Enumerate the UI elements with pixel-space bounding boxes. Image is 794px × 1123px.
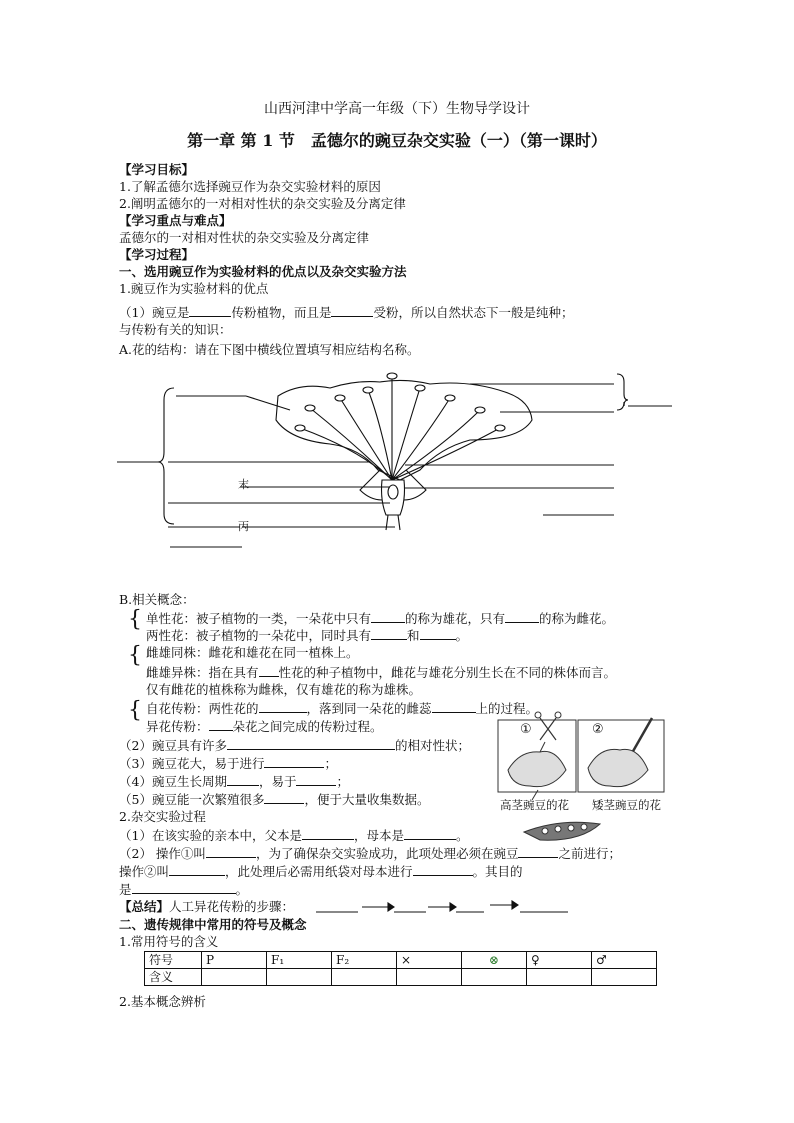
- meaning-cell[interactable]: [267, 969, 332, 986]
- q1-text-c: 受粉，所以自然状态下一般是纯种；: [373, 305, 574, 320]
- dioecious-line-2: 仅有雌花的植株称为雌株，仅有雄花的称为雄株。: [146, 682, 422, 697]
- symbol-cell: P: [202, 952, 267, 969]
- pollination-knowledge: 与传粉有关的知识：: [119, 322, 232, 337]
- symbol-cell: ♀: [527, 952, 592, 969]
- symbol-cell: ×: [397, 952, 462, 969]
- section2-heading: 二、遗传规律中常用的符号及概念: [119, 917, 307, 932]
- table-row: [145, 969, 657, 986]
- unisexual-line: 单性花：被子植物的一类，一朵花中只有 的称为雄花，只有 的称为雌花。: [146, 611, 615, 626]
- symbol-cell: ⊗: [462, 952, 527, 969]
- section1-heading: 一、选用豌豆作为实验材料的优点以及杂交实验方法: [119, 264, 407, 279]
- flower-structure-text: A.花的结构：请在下图中横线位置填写相应结构名称。: [119, 342, 420, 357]
- chapter-title: 第一章 第 1 节 孟德尔的豌豆杂交实验（一）（第一课时）: [187, 131, 607, 150]
- advantage-4: （4）豌豆生长周期 ，易于 ；: [119, 774, 349, 789]
- stray-mark-text-1: 末: [238, 478, 249, 491]
- meaning-cell[interactable]: [332, 969, 397, 986]
- advantage-2: （2）豌豆具有许多 的相对性状；: [119, 738, 470, 753]
- cross-q4: 是 。: [119, 882, 249, 897]
- figure-num-2: ②: [592, 722, 604, 737]
- brace-2: {: [128, 643, 142, 668]
- self-pollination-line: 自花传粉：两性花的 ，落到同一朵花的雌蕊 上的过程。: [146, 701, 539, 716]
- dioecious-line: 雌雄异株：指在具有 性花的种子植物中，雌花与雄花分别生长在不同的株体而言。: [146, 665, 617, 680]
- goals-heading: 【学习目标】: [119, 162, 195, 177]
- q1-text-a: （1）豌豆是: [119, 305, 190, 320]
- keypoints-heading: 【学习重点与难点】: [119, 213, 232, 228]
- related-concepts: B.相关概念：: [119, 592, 195, 607]
- s2-2-heading: 2.基本概念辨析: [119, 994, 206, 1009]
- brace-1: {: [128, 607, 142, 632]
- bisexual-line: 两性花：被子植物的一朵花中，同时具有 和 。: [146, 628, 469, 643]
- caption-short: 矮茎豌豆的花: [592, 798, 661, 812]
- row-header-symbol: 符号: [145, 952, 202, 969]
- keypoints-text: 孟德尔的一对相对性状的杂交实验及分离定律: [119, 230, 370, 245]
- meaning-cell[interactable]: [397, 969, 462, 986]
- stray-mark-text-2: 丙: [238, 520, 249, 533]
- cross-pollination-line: 异花传粉： 朵花之间完成的传粉过程。: [146, 719, 383, 734]
- meaning-cell[interactable]: [462, 969, 527, 986]
- brace-3: {: [128, 698, 142, 723]
- advantage-3: （3）豌豆花大，易于进行 ；: [119, 756, 337, 771]
- figure-num-1: ①: [520, 722, 532, 737]
- cross-heading: 2.杂交实验过程: [119, 809, 206, 824]
- meaning-cell[interactable]: [592, 969, 657, 986]
- row-header-meaning: 含义: [145, 969, 202, 986]
- summary-line: 【总结】人工异花传粉的步骤：: [119, 899, 295, 914]
- caption-tall: 高茎豌豆的花: [500, 798, 569, 812]
- q1-text-b: 传粉植物，而且是: [231, 305, 332, 320]
- symbol-table: [144, 951, 657, 986]
- goal-item-2: 2.阐明孟德尔的一对相对性状的杂交实验及分离定律: [119, 196, 406, 211]
- meaning-cell[interactable]: [202, 969, 267, 986]
- process-heading: 【学习过程】: [119, 247, 195, 262]
- table-row: [145, 952, 657, 969]
- school-title: 山西河津中学高一年级（下）生物导学设计: [264, 101, 530, 117]
- symbol-cell: ♂: [592, 952, 657, 969]
- goal-item-1: 1.了解孟德尔选择豌豆作为杂交实验材料的原因: [119, 179, 381, 194]
- monoecious-line: 雌雄同株：雌花和雄花在同一植株上。: [146, 645, 359, 660]
- meaning-cell[interactable]: [527, 969, 592, 986]
- symbol-cell: F₂: [332, 952, 397, 969]
- symbol-cell: F₁: [267, 952, 332, 969]
- cross-q3: 操作②叫 ，此处理后必需用纸袋对母本进行 。其目的: [119, 864, 523, 879]
- s1-1-heading: 1.豌豆作为实验材料的优点: [119, 281, 269, 296]
- cross-q1: （1）在该实验的亲本中，父本是 ，母本是 。: [119, 828, 469, 843]
- cross-q2: （2） 操作①叫 ，为了确保杂交实验成功，此项处理必须在豌豆 之前进行；: [119, 846, 621, 861]
- s2-1-heading: 1.常用符号的含义: [119, 934, 219, 949]
- advantage-5: （5）豌豆能一次繁殖很多 ，便于大量收集数据。: [119, 792, 430, 807]
